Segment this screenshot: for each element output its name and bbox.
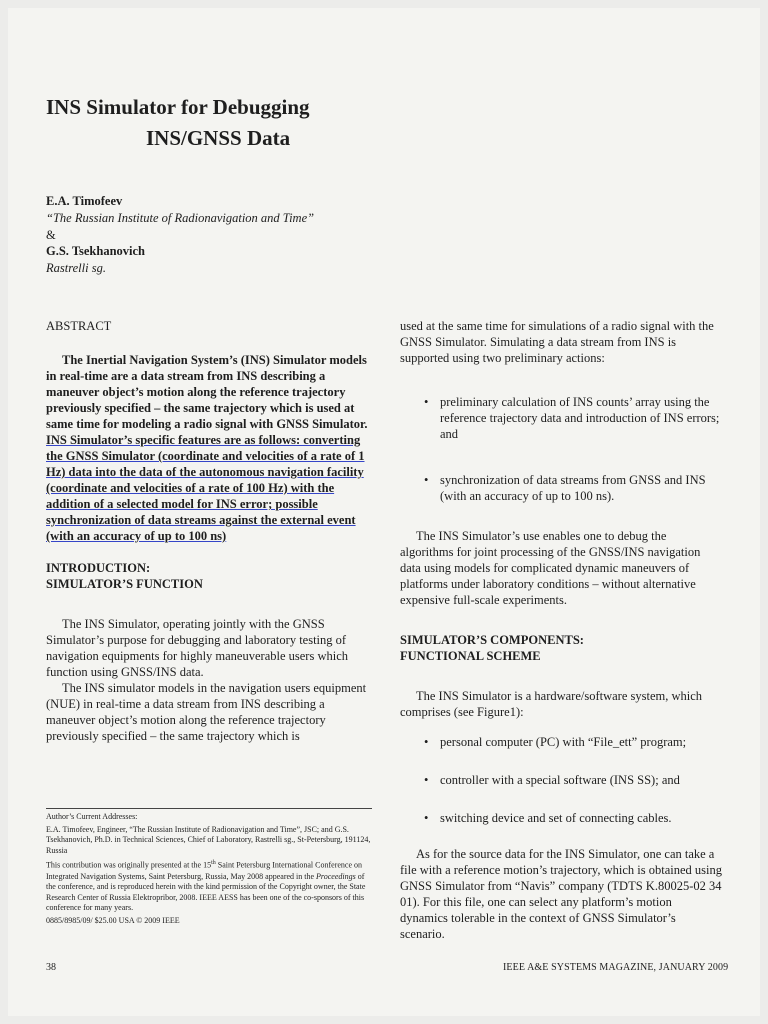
bullet-icon: • [424,773,429,787]
left-column [46,318,368,744]
introduction-paragraph-2: The INS simulator models in the navigation users equipment (NUE) in real-time a data stream from INS describing a maneuver object’s motion along the reference trajectory previously specified – the same trajectory which is [46,681,367,743]
list-item: • switching device and set of connecting cables. [424,811,672,825]
abstract-text: The Inertial Navigation System’s (INS) Simulator models in real-time are a data stream from INS describing a maneuver object’s motion along the reference trajectory previously specified – the same trajectory which is used at same time for modeling a radio signal with GNSS Simulator. [46,353,368,431]
introduction-heading-line-1: INTRODUCTION: [46,561,151,575]
abstract-body [46,352,368,544]
footnote-addresses: E.A. Timofeev, Engineer, “The Russian Institute of Radionavigation and Time”, JSC; and G.S. Tsekhanovich, Ph.D. in Technical Sciences, Chief of Laboratory, Rastrelli sg., St-Petersburg, 191124, Russia [46,824,371,855]
author-1-affiliation: “The Russian Institute of Radionavigation and Time” [46,210,315,225]
footnotes [46,812,372,929]
abstract-underlined-text: INS Simulator’s specific features are as follows: converting the GNSS Simulator (coordinate and velocities of a rate of 1 Hz) data into the data of the autonomous navigation facility (coordinate and velocities of a rate of 100 Hz) with the addition of a selected model for INS error; possible synchronization of data streams against the external event (with an accuracy of up to 100 ns) [46,433,365,543]
right-column [400,318,722,942]
use-paragraph: The INS Simulator’s use enables one to debug the algorithms for joint processing of the GNSS/INS navigation data using models for complicated dynamic maneuvers of platforms under laboratory conditions – without alternative expensive full-scale experiments. [400,529,701,607]
components-heading [400,632,722,664]
bullet-icon: • [424,735,429,749]
list-item: • personal computer (PC) with “File_ett” program; [424,735,687,749]
list-item: • controller with a special software (INS SS); and [424,773,680,787]
title-line-2: INS/GNSS Data [146,126,291,150]
journal-footer: IEEE A&E SYSTEMS MAGAZINE, JANUARY 2009 [503,962,729,973]
components-heading-line-2: FUNCTIONAL SCHEME [400,649,541,663]
hardware-paragraph: The INS Simulator is a hardware/software system, which comprises (see Figure1): [400,689,703,719]
list-item: • preliminary calculation of INS counts’ array using the reference trajectory data and introduction of INS errors; and [424,395,720,441]
continuation-paragraph: used at the same time for simulations of a radio signal with the GNSS Simulator. Simulating a data stream from INS is supported using two preliminary actions: [400,319,714,365]
introduction-paragraph-1: The INS Simulator, operating jointly with the GNSS Simulator’s purpose for debugging and laboratory testing of navigation equipments for highly maneuverable users which function using GNSS/INS data. [46,617,349,679]
footnote-rule [46,808,372,809]
abstract-heading: ABSTRACT [46,319,112,333]
page-number: 38 [46,962,56,973]
list-item: • synchronization of data streams from GNSS and INS (with an accuracy of up to 100 ns). [424,473,706,503]
footnote-contribution: This contribution was originally presented at the 15th Saint Petersburg International Conference on Integrated Navigation Systems, Saint Petersburg, Russia, May 2008 appeared in the Proceedings of the conference, and is reproduced herein with the kind permission of the Copyright owner, the State Research Center of Russia Elektropribor, 2008. IEEE AESS has been one of the co-sponsors of this conference for many years. [46,860,366,913]
author-2-affiliation: Rastrelli sg. [46,261,106,276]
author-2-name: G.S. Tsekhanovich [46,244,146,259]
introduction-heading [46,560,368,592]
source-data-paragraph: As for the source data for the INS Simulator, one can take a file with a reference motion’s trajectory, which is obtained using GNSS Simulator from “Navis” company (TDTS K.80025-02 34 01). For this file, one can select any platform’s motion dynamics tolerable in the context of GNSS Simulator’s scenario. [400,847,723,941]
bullet-icon: • [424,473,429,487]
author-separator: & [46,227,56,242]
title-line-1: INS Simulator for Debugging [46,95,310,119]
components-heading-line-1: SIMULATOR’S COMPONENTS: [400,633,584,647]
author-1-name: E.A. Timofeev [46,194,123,208]
bullet-icon: • [424,811,429,825]
footnote-copyright: 0885/8985/09/ $25.00 USA © 2009 IEEE [46,916,180,925]
introduction-heading-line-2: SIMULATOR’S FUNCTION [46,577,203,591]
author-block [46,193,386,277]
paper-title [46,92,376,154]
footnote-addresses-title: Author’s Current Addresses: [46,812,138,821]
bullet-icon: • [424,395,429,409]
